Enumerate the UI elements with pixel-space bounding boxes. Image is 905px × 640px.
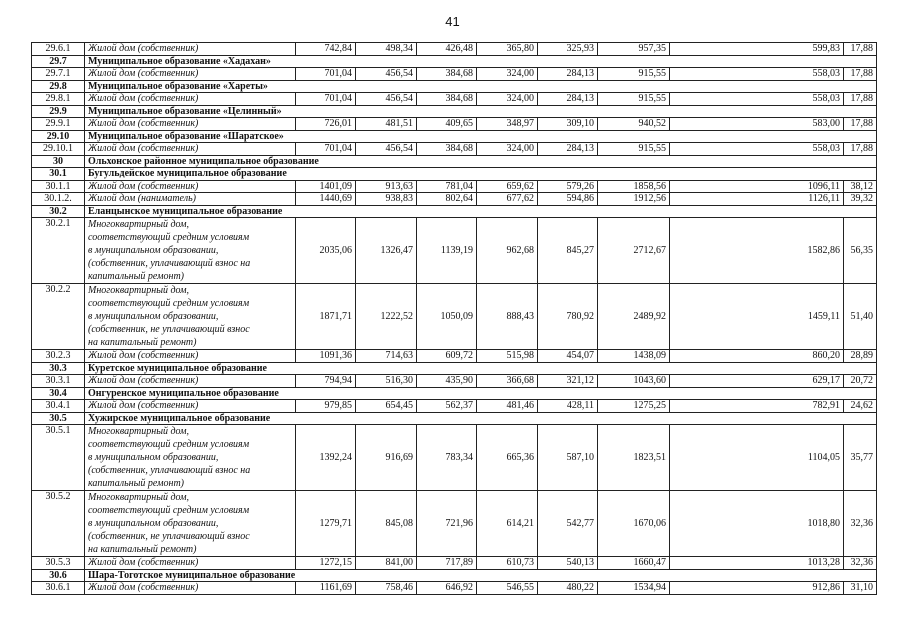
- value-cell: 31,10: [844, 582, 877, 595]
- value-cell: 979,85: [296, 400, 356, 413]
- housing-type-line: соответствующий средним условиям: [88, 232, 250, 243]
- table-row: [32, 400, 877, 413]
- value-cell: 1275,25: [598, 400, 670, 413]
- section-row: [32, 362, 877, 375]
- value-cell: 515,98: [477, 350, 538, 363]
- value-cell: 717,89: [417, 557, 477, 570]
- row-code: 29.10: [32, 130, 85, 143]
- value-cell: 758,46: [356, 582, 417, 595]
- value-cell: 1126,11: [670, 193, 844, 206]
- value-cell: 20,72: [844, 375, 877, 388]
- housing-type-line: соответствующий средним условиям: [88, 298, 250, 309]
- row-code: 29.9: [32, 105, 85, 118]
- value-cell: 1440,69: [296, 193, 356, 206]
- section-row: [32, 155, 877, 168]
- value-cell: 659,62: [477, 180, 538, 193]
- value-cell: 938,83: [356, 193, 417, 206]
- value-cell: 384,68: [417, 93, 477, 106]
- value-cell: 309,10: [538, 118, 598, 131]
- value-cell: 2489,92: [598, 284, 670, 350]
- row-code: 30: [32, 155, 85, 168]
- housing-type-line: на капитальный ремонт): [88, 544, 197, 555]
- section-title: Еланцынское муниципальное образование: [85, 205, 877, 218]
- value-cell: 32,36: [844, 557, 877, 570]
- section-row: [32, 569, 877, 582]
- housing-type-line: (собственник, не уплачивающий взнос: [88, 531, 250, 542]
- housing-type-line: (собственник, уплачивающий взнос на: [88, 465, 251, 476]
- housing-type-line: (собственник, уплачивающий взнос на: [88, 258, 251, 269]
- page-number: 41: [445, 14, 460, 29]
- value-cell: 721,96: [417, 491, 477, 557]
- value-cell: 599,83: [670, 43, 844, 56]
- table-row: [32, 193, 877, 206]
- section-title: Шара-Тоготское муниципальное образование: [85, 569, 877, 582]
- value-cell: 17,88: [844, 118, 877, 131]
- value-cell: 2035,06: [296, 218, 356, 284]
- housing-type: Жилой дом (собственник): [85, 350, 296, 363]
- value-cell: 24,62: [844, 400, 877, 413]
- housing-type: Жилой дом (собственник): [85, 43, 296, 56]
- value-cell: 1871,71: [296, 284, 356, 350]
- value-cell: 742,84: [296, 43, 356, 56]
- value-cell: 456,54: [356, 143, 417, 156]
- table-row: [32, 350, 877, 363]
- value-cell: 348,97: [477, 118, 538, 131]
- value-cell: 940,52: [598, 118, 670, 131]
- value-cell: 428,11: [538, 400, 598, 413]
- row-code: 30.3.1: [32, 375, 85, 388]
- value-cell: 1823,51: [598, 425, 670, 491]
- housing-type: [85, 425, 296, 491]
- value-cell: 32,36: [844, 491, 877, 557]
- row-code: 30.5.2: [32, 491, 85, 557]
- table-row: [32, 425, 877, 491]
- value-cell: 913,63: [356, 180, 417, 193]
- value-cell: 1858,56: [598, 180, 670, 193]
- section-row: [32, 55, 877, 68]
- tariff-table: [31, 42, 877, 595]
- value-cell: 888,43: [477, 284, 538, 350]
- value-cell: 1018,80: [670, 491, 844, 557]
- housing-type: [85, 284, 296, 350]
- value-cell: 1438,09: [598, 350, 670, 363]
- housing-type: [85, 491, 296, 557]
- value-cell: 1401,09: [296, 180, 356, 193]
- value-cell: 35,77: [844, 425, 877, 491]
- section-row: [32, 168, 877, 181]
- housing-type-line: в муниципальном образовании,: [88, 452, 219, 463]
- value-cell: 1161,69: [296, 582, 356, 595]
- value-cell: 284,13: [538, 68, 598, 81]
- value-cell: 1670,06: [598, 491, 670, 557]
- value-cell: 1050,09: [417, 284, 477, 350]
- row-code: 30.3: [32, 362, 85, 375]
- value-cell: 701,04: [296, 68, 356, 81]
- housing-type: Жилой дом (собственник): [85, 557, 296, 570]
- value-cell: 1392,24: [296, 425, 356, 491]
- table-row: [32, 218, 877, 284]
- value-cell: 646,92: [417, 582, 477, 595]
- section-row: [32, 205, 877, 218]
- value-cell: 860,20: [670, 350, 844, 363]
- value-cell: 841,00: [356, 557, 417, 570]
- value-cell: 915,55: [598, 143, 670, 156]
- value-cell: 17,88: [844, 143, 877, 156]
- value-cell: 1222,52: [356, 284, 417, 350]
- row-code: 30.2: [32, 205, 85, 218]
- row-code: 30.2.2: [32, 284, 85, 350]
- value-cell: 481,51: [356, 118, 417, 131]
- housing-type-line: Многоквартирный дом,: [88, 285, 190, 296]
- housing-type: Жилой дом (собственник): [85, 118, 296, 131]
- housing-type: Жилой дом (собственник): [85, 68, 296, 81]
- housing-type-line: Многоквартирный дом,: [88, 219, 190, 230]
- value-cell: 1459,11: [670, 284, 844, 350]
- value-cell: 802,64: [417, 193, 477, 206]
- housing-type-line: капитальный ремонт): [88, 271, 185, 282]
- housing-type: Жилой дом (собственник): [85, 400, 296, 413]
- value-cell: 614,21: [477, 491, 538, 557]
- housing-type-line: в муниципальном образовании,: [88, 518, 219, 529]
- value-cell: 1139,19: [417, 218, 477, 284]
- value-cell: 957,35: [598, 43, 670, 56]
- value-cell: 962,68: [477, 218, 538, 284]
- value-cell: 481,46: [477, 400, 538, 413]
- housing-type: Жилой дом (наниматель): [85, 193, 296, 206]
- value-cell: 915,55: [598, 68, 670, 81]
- table-row: [32, 180, 877, 193]
- row-code: 30.2.3: [32, 350, 85, 363]
- value-cell: 558,03: [670, 93, 844, 106]
- value-cell: 324,00: [477, 143, 538, 156]
- table-row: [32, 375, 877, 388]
- value-cell: 1912,56: [598, 193, 670, 206]
- section-row: [32, 387, 877, 400]
- value-cell: 1326,47: [356, 218, 417, 284]
- value-cell: 38,12: [844, 180, 877, 193]
- value-cell: 28,89: [844, 350, 877, 363]
- value-cell: 665,36: [477, 425, 538, 491]
- value-cell: 546,55: [477, 582, 538, 595]
- value-cell: 558,03: [670, 68, 844, 81]
- value-cell: 1043,60: [598, 375, 670, 388]
- value-cell: 1096,11: [670, 180, 844, 193]
- value-cell: 726,01: [296, 118, 356, 131]
- value-cell: 456,54: [356, 68, 417, 81]
- row-code: 30.4: [32, 387, 85, 400]
- value-cell: 629,17: [670, 375, 844, 388]
- value-cell: 610,73: [477, 557, 538, 570]
- section-title: Муниципальное образование «Хадахан»: [85, 55, 877, 68]
- row-code: 30.6.1: [32, 582, 85, 595]
- value-cell: 56,35: [844, 218, 877, 284]
- value-cell: 366,68: [477, 375, 538, 388]
- housing-type-line: (собственник, не уплачивающий взнос: [88, 324, 250, 335]
- housing-type: Жилой дом (собственник): [85, 180, 296, 193]
- housing-type-line: Многоквартирный дом,: [88, 492, 190, 503]
- value-cell: 701,04: [296, 93, 356, 106]
- row-code: 30.1: [32, 168, 85, 181]
- value-cell: 17,88: [844, 68, 877, 81]
- section-title: Муниципальное образование «Хареты»: [85, 80, 877, 93]
- row-code: 30.2.1: [32, 218, 85, 284]
- section-row: [32, 80, 877, 93]
- value-cell: 39,32: [844, 193, 877, 206]
- value-cell: 1582,86: [670, 218, 844, 284]
- value-cell: 782,91: [670, 400, 844, 413]
- section-row: [32, 105, 877, 118]
- value-cell: 454,07: [538, 350, 598, 363]
- value-cell: 542,77: [538, 491, 598, 557]
- value-cell: 916,69: [356, 425, 417, 491]
- value-cell: 558,03: [670, 143, 844, 156]
- value-cell: 17,88: [844, 43, 877, 56]
- value-cell: 1272,15: [296, 557, 356, 570]
- table-row: [32, 582, 877, 595]
- housing-type-line: в муниципальном образовании,: [88, 245, 219, 256]
- section-row: [32, 130, 877, 143]
- value-cell: 587,10: [538, 425, 598, 491]
- section-title: Бугульдейское муниципальное образование: [85, 168, 877, 181]
- value-cell: 324,00: [477, 93, 538, 106]
- value-cell: 365,80: [477, 43, 538, 56]
- row-code: 30.1.2.: [32, 193, 85, 206]
- value-cell: 701,04: [296, 143, 356, 156]
- row-code: 30.5: [32, 412, 85, 425]
- value-cell: 435,90: [417, 375, 477, 388]
- value-cell: 1660,47: [598, 557, 670, 570]
- row-code: 30.4.1: [32, 400, 85, 413]
- section-row: [32, 412, 877, 425]
- value-cell: 480,22: [538, 582, 598, 595]
- value-cell: 284,13: [538, 143, 598, 156]
- housing-type-line: соответствующий средним условиям: [88, 439, 250, 450]
- section-title: Онгуренское муниципальное образование: [85, 387, 877, 400]
- value-cell: 1013,28: [670, 557, 844, 570]
- value-cell: 654,45: [356, 400, 417, 413]
- housing-type-line: на капитальный ремонт): [88, 337, 197, 348]
- value-cell: 583,00: [670, 118, 844, 131]
- table-row: [32, 118, 877, 131]
- value-cell: 781,04: [417, 180, 477, 193]
- housing-type-line: в муниципальном образовании,: [88, 311, 219, 322]
- row-code: 30.1.1: [32, 180, 85, 193]
- section-title: Ольхонское районное муниципальное образование: [85, 155, 877, 168]
- value-cell: 321,12: [538, 375, 598, 388]
- housing-type: [85, 218, 296, 284]
- value-cell: 324,00: [477, 68, 538, 81]
- table-row: [32, 557, 877, 570]
- value-cell: 498,34: [356, 43, 417, 56]
- row-code: 30.5.1: [32, 425, 85, 491]
- housing-type: Жилой дом (собственник): [85, 375, 296, 388]
- value-cell: 456,54: [356, 93, 417, 106]
- value-cell: 845,08: [356, 491, 417, 557]
- housing-type-line: соответствующий средним условиям: [88, 505, 250, 516]
- value-cell: 1091,36: [296, 350, 356, 363]
- value-cell: 780,92: [538, 284, 598, 350]
- value-cell: 516,30: [356, 375, 417, 388]
- housing-type: Жилой дом (собственник): [85, 143, 296, 156]
- table-row: [32, 43, 877, 56]
- row-code: 29.8.1: [32, 93, 85, 106]
- row-code: 29.9.1: [32, 118, 85, 131]
- row-code: 29.7.1: [32, 68, 85, 81]
- row-code: 29.6.1: [32, 43, 85, 56]
- value-cell: 1279,71: [296, 491, 356, 557]
- table-row: [32, 143, 877, 156]
- value-cell: 426,48: [417, 43, 477, 56]
- housing-type: Жилой дом (собственник): [85, 582, 296, 595]
- value-cell: 17,88: [844, 93, 877, 106]
- value-cell: 1534,94: [598, 582, 670, 595]
- value-cell: 409,65: [417, 118, 477, 131]
- value-cell: 540,13: [538, 557, 598, 570]
- value-cell: 562,37: [417, 400, 477, 413]
- value-cell: 609,72: [417, 350, 477, 363]
- value-cell: 2712,67: [598, 218, 670, 284]
- row-code: 30.5.3: [32, 557, 85, 570]
- value-cell: 714,63: [356, 350, 417, 363]
- section-title: Куретское муниципальное образование: [85, 362, 877, 375]
- housing-type-line: Многоквартирный дом,: [88, 426, 190, 437]
- row-code: 29.8: [32, 80, 85, 93]
- value-cell: 794,94: [296, 375, 356, 388]
- value-cell: 594,86: [538, 193, 598, 206]
- value-cell: 384,68: [417, 68, 477, 81]
- table-row: [32, 68, 877, 81]
- value-cell: 912,86: [670, 582, 844, 595]
- value-cell: 783,34: [417, 425, 477, 491]
- value-cell: 384,68: [417, 143, 477, 156]
- value-cell: 284,13: [538, 93, 598, 106]
- value-cell: 845,27: [538, 218, 598, 284]
- value-cell: 915,55: [598, 93, 670, 106]
- value-cell: 1104,05: [670, 425, 844, 491]
- value-cell: 51,40: [844, 284, 877, 350]
- value-cell: 579,26: [538, 180, 598, 193]
- housing-type-line: капитальный ремонт): [88, 478, 185, 489]
- row-code: 29.7: [32, 55, 85, 68]
- housing-type: Жилой дом (собственник): [85, 93, 296, 106]
- table-row: [32, 93, 877, 106]
- table-row: [32, 491, 877, 557]
- table-row: [32, 284, 877, 350]
- value-cell: 677,62: [477, 193, 538, 206]
- section-title: Муниципальное образование «Шаратское»: [85, 130, 877, 143]
- row-code: 30.6: [32, 569, 85, 582]
- row-code: 29.10.1: [32, 143, 85, 156]
- value-cell: 325,93: [538, 43, 598, 56]
- section-title: Хужирское муниципальное образование: [85, 412, 877, 425]
- section-title: Муниципальное образование «Целинный»: [85, 105, 877, 118]
